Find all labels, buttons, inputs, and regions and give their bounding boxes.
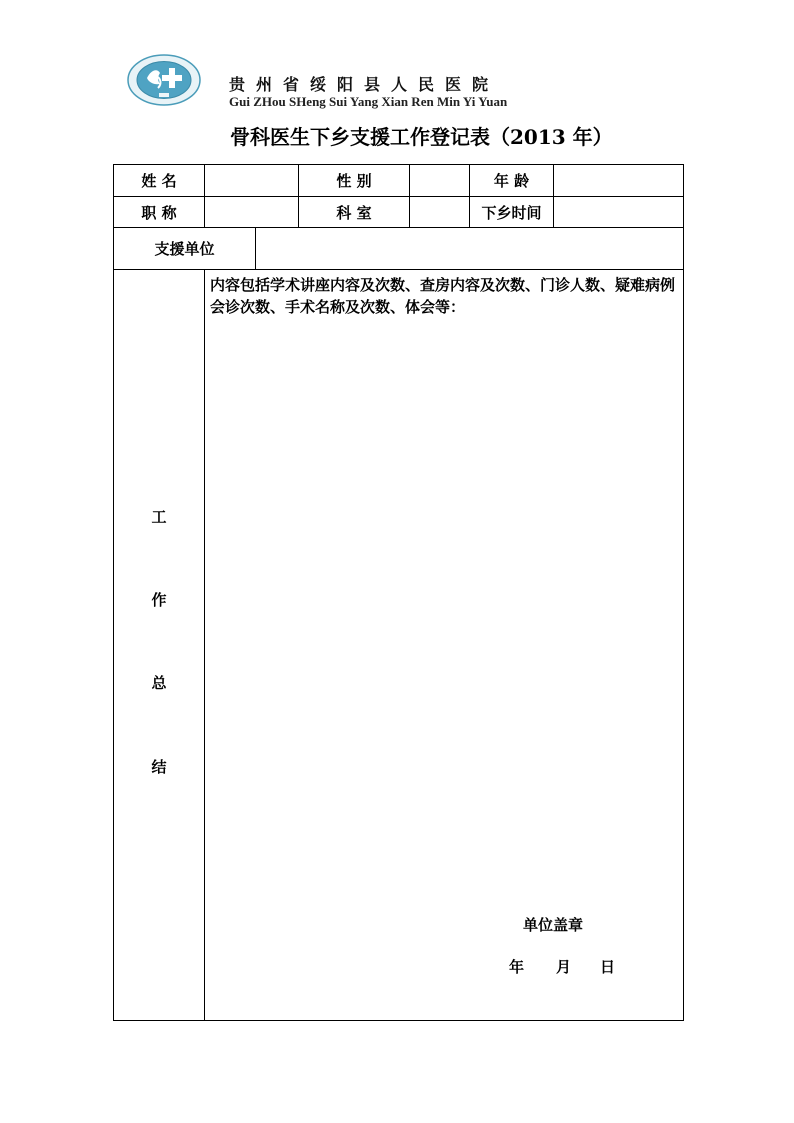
work-summary-instruction: 内容包括学术讲座内容及次数、查房内容及次数、门诊人数、疑难病例会诊次数、手术名称及次数、体会等： <box>210 276 676 316</box>
date-day-label: 日 <box>600 958 616 976</box>
support-unit-field[interactable] <box>256 228 683 269</box>
support-unit-label: 支援单位 <box>114 228 256 269</box>
rural-time-label: 下乡时间 <box>470 197 554 227</box>
work-summary-label-char: 工 <box>151 508 167 526</box>
work-summary-label-char: 结 <box>151 758 167 776</box>
registration-form-table <box>113 164 684 1021</box>
form-row-work-summary <box>114 270 683 1020</box>
date-month-label: 月 <box>556 958 572 976</box>
hospital-logo-icon <box>127 54 201 106</box>
name-field[interactable] <box>205 165 299 196</box>
document-title: 骨科医生下乡支援工作登记表（2013 年） <box>230 125 613 149</box>
hospital-name-cn: 贵州省绥阳县人民医院 <box>229 75 500 94</box>
age-label: 年 龄 <box>470 165 554 196</box>
gender-label: 性 别 <box>299 165 410 196</box>
department-label: 科 室 <box>299 197 410 227</box>
title-field[interactable] <box>205 197 299 227</box>
unit-seal-label: 单位盖章 <box>523 916 584 934</box>
date-year-label: 年 <box>509 958 525 976</box>
form-row-position <box>114 197 683 228</box>
work-summary-label-column <box>114 270 205 1020</box>
hospital-name-en: Gui ZHou SHeng Sui Yang Xian Ren Min Yi Yuan <box>229 94 508 109</box>
form-row-unit <box>114 228 683 270</box>
department-field[interactable] <box>410 197 470 227</box>
age-field[interactable] <box>554 165 683 196</box>
work-summary-content-area[interactable] <box>205 270 683 1020</box>
name-label: 姓 名 <box>114 165 205 196</box>
form-row-basic <box>114 165 683 197</box>
work-summary-label-char: 作 <box>151 591 167 609</box>
date-line <box>509 956 615 977</box>
title-label: 职 称 <box>114 197 205 227</box>
work-summary-label-char: 总 <box>151 674 167 692</box>
gender-field[interactable] <box>410 165 470 196</box>
rural-time-field[interactable] <box>554 197 683 227</box>
